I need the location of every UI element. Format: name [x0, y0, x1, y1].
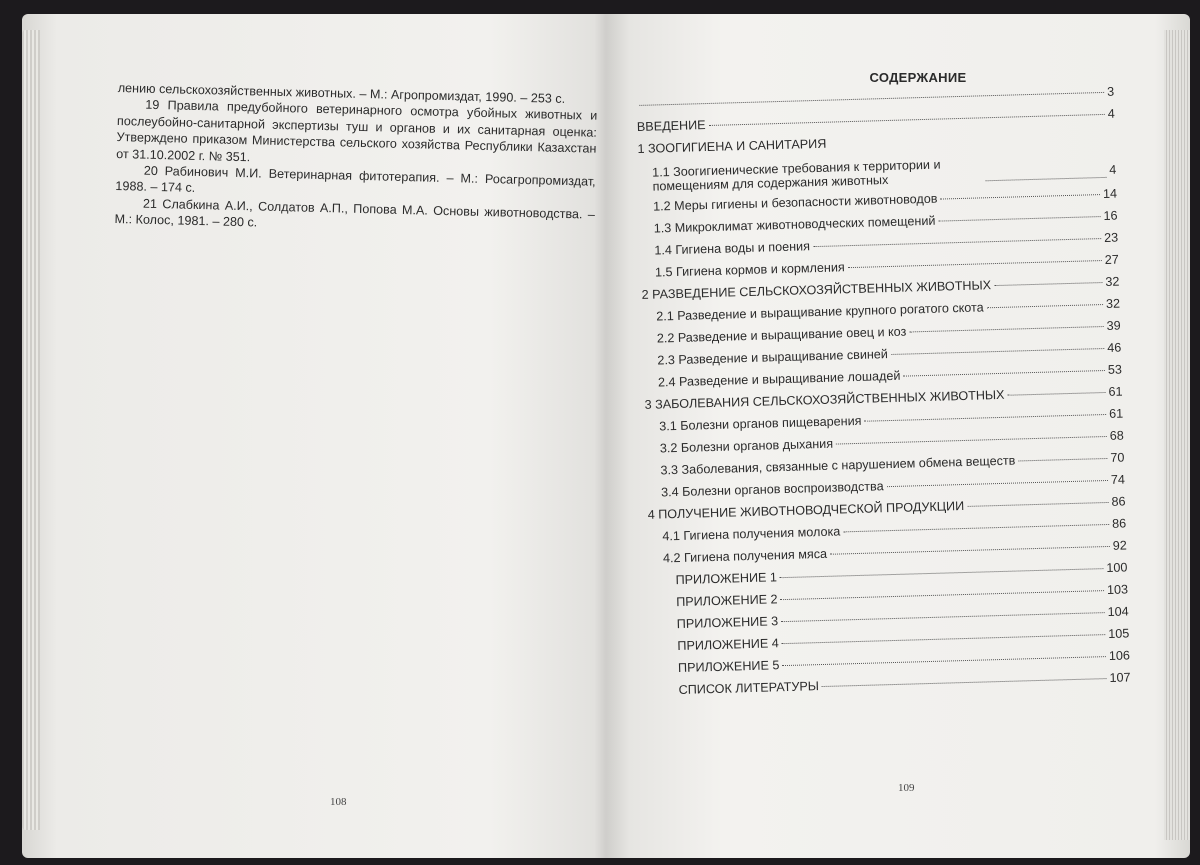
toc-entry-page: 23 — [1103, 230, 1119, 245]
toc-leader-dots — [709, 114, 1105, 126]
table-of-contents — [636, 81, 1131, 702]
toc-entry-page: 4 — [1109, 162, 1117, 177]
bibliography-entry: 21 Слабкина А.И., Солдатов А.П., Попова М.А. Основы животноводства. – М.: Колос, 1981. – 280 с. — [114, 196, 596, 230]
toc-leader-dots — [909, 326, 1103, 332]
toc-leader-dots — [781, 612, 1105, 622]
toc-leader-dots — [830, 546, 1110, 555]
bibliography-entry: 20 Рабинович М.И. Ветеринарная фитотерапия. – М.: Росагропромиздат, 1988. – 174 с. — [115, 163, 596, 196]
toc-entry-label: 1.4 Гигиена воды и поения — [654, 239, 811, 258]
toc-entry-label: 2.3 Разведение и выращивание свиней — [657, 347, 889, 368]
toc-entry-page: 70 — [1110, 450, 1125, 465]
toc-leader-dots — [994, 282, 1102, 286]
toc-entry-label: ПРИЛОЖЕНИЕ 1 — [675, 570, 778, 588]
page-number-left: 108 — [330, 796, 347, 808]
left-page — [40, 14, 620, 858]
toc-leader-dots — [1018, 458, 1107, 461]
toc-entry-page: 105 — [1108, 626, 1130, 642]
page-number-right: 109 — [898, 782, 915, 794]
toc-entry-page: 27 — [1104, 252, 1120, 267]
toc-entry-label: 2.2 Разведение и выращивание овец и коз — [656, 324, 907, 346]
toc-entry-label: ПРИЛОЖЕНИЕ 5 — [677, 658, 780, 676]
toc-entry-label: 1.5 Гигиена кормов и кормления — [654, 260, 845, 280]
toc-leader-dots — [940, 194, 1100, 199]
toc-entry-label: 1.2 Меры гигиены и безопасности животноводов — [652, 191, 938, 214]
toc-leader-dots — [843, 524, 1109, 532]
bibliography-entry: лению сельскохозяйственных животных. – М.: Агропромиздат, 1990. – 253 с. — [117, 80, 566, 106]
toc-entry-label: 1.1 Зоогигиенические требования к территории и помещениям для содержания животных — [652, 157, 941, 194]
toc-entry-label: 2 РАЗВЕДЕНИЕ СЕЛЬСКОХОЗЯЙСТВЕННЫХ ЖИВОТНЫХ — [641, 278, 992, 302]
toc-entry-label: 2.1 Разведение и выращивание крупного рогатого скота — [656, 300, 984, 324]
toc-leader-dots — [782, 634, 1106, 644]
toc-title: СОДЕРЖАНИЕ — [869, 70, 967, 85]
toc-leader-dots — [1007, 392, 1105, 396]
toc-entry-label: 2.4 Разведение и выращивание лошадей — [657, 368, 901, 390]
toc-entry-page: 68 — [1109, 428, 1124, 443]
toc-leader-dots — [781, 590, 1105, 600]
toc-entry-page: 107 — [1109, 670, 1131, 686]
toc-entry-label: ПРИЛОЖЕНИЕ 3 — [676, 614, 779, 632]
toc-leader-dots — [822, 678, 1107, 687]
page-edges-right — [1164, 30, 1190, 840]
toc-entry-label: 4.2 Гигиена получения мяса — [662, 546, 828, 566]
toc-entry-page: 14 — [1102, 186, 1118, 201]
toc-leader-dots — [903, 370, 1104, 377]
toc-leader-dots — [848, 260, 1102, 268]
toc-entry-page: 46 — [1107, 340, 1122, 355]
toc-entry-page: 16 — [1103, 208, 1118, 223]
toc-entry-label: 1 ЗООГИГИЕНА И САНИТАРИЯ — [637, 136, 827, 156]
toc-entry-label: 1.3 Микроклимат животноводческих помещений — [653, 213, 936, 236]
toc-leader-dots — [813, 238, 1101, 247]
toc-leader-dots — [864, 414, 1106, 422]
toc-entry-page: 106 — [1108, 648, 1131, 664]
toc-entry-page: 32 — [1105, 274, 1120, 289]
toc-leader-dots — [639, 92, 1104, 106]
toc-entry-label: ПРИЛОЖЕНИЕ 4 — [677, 636, 779, 654]
toc-entry-page: 4 — [1107, 106, 1115, 121]
toc-leader-dots — [938, 216, 1100, 222]
toc-entry-page: 61 — [1108, 406, 1124, 421]
toc-entry-page: 86 — [1111, 516, 1127, 531]
page-edges-left — [22, 30, 40, 830]
toc-leader-dots — [836, 436, 1107, 445]
toc-entry-label: 3.2 Болезни органов дыхания — [659, 436, 834, 456]
toc-entry-page: 74 — [1110, 472, 1126, 487]
toc-entry-page: 100 — [1106, 560, 1128, 576]
toc-entry-page: 39 — [1106, 318, 1121, 333]
toc-leader-dots — [967, 502, 1108, 507]
toc-entry-label: СПИСОК ЛИТЕРАТУРЫ — [678, 679, 820, 698]
toc-entry-page: 104 — [1107, 604, 1129, 620]
toc-leader-dots — [887, 480, 1108, 487]
toc-entry-label: 3 ЗАБОЛЕВАНИЯ СЕЛЬСКОХОЗЯЙСТВЕННЫХ ЖИВОТНЫХ — [644, 387, 1005, 412]
toc-entry-label: 3.4 Болезни органов воспроизводства — [660, 479, 884, 500]
toc-leader-dots — [782, 656, 1106, 666]
toc-entry-label: ПРИЛОЖЕНИЕ 2 — [676, 592, 778, 610]
toc-leader-dots — [891, 348, 1104, 355]
toc-entry-label: 4 ПОЛУЧЕНИЕ ЖИВОТНОВОДЧЕСКОЙ ПРОДУКЦИИ — [647, 499, 965, 522]
toc-entry-label: ВВЕДЕНИЕ — [636, 118, 706, 134]
right-page — [628, 14, 1164, 858]
toc-entry-page: 3 — [1106, 84, 1115, 99]
toc-entry-page: 92 — [1112, 538, 1127, 553]
toc-entry-page: 86 — [1111, 494, 1126, 509]
toc-entry-label: 3.3 Заболевания, связанные с нарушением обмена веществ — [660, 453, 1016, 478]
toc-entry-page: 53 — [1107, 362, 1123, 377]
toc-leader-dots — [987, 304, 1103, 308]
toc-entry-label: 4.1 Гигиена получения молока — [662, 524, 841, 544]
toc-entry-label: 3.1 Болезни органов пищеварения — [659, 413, 862, 434]
bibliography-entry: 19 Правила предубойного ветеринарного осмотра убойных животных и послеубойно-санитарной экспертизы туш и органов и их санитарная оценка: Утверждено приказом Министерства сельского хозяйства Республики Казахстан от 31.10.2002 г. № 351. — [116, 98, 598, 164]
bibliography-list — [114, 80, 597, 239]
toc-entry-page: 32 — [1105, 296, 1121, 311]
toc-entry-page: 103 — [1106, 582, 1129, 598]
toc-entry-page: 61 — [1108, 384, 1123, 399]
toc-leader-dots — [986, 177, 1107, 181]
toc-leader-dots — [780, 568, 1104, 578]
